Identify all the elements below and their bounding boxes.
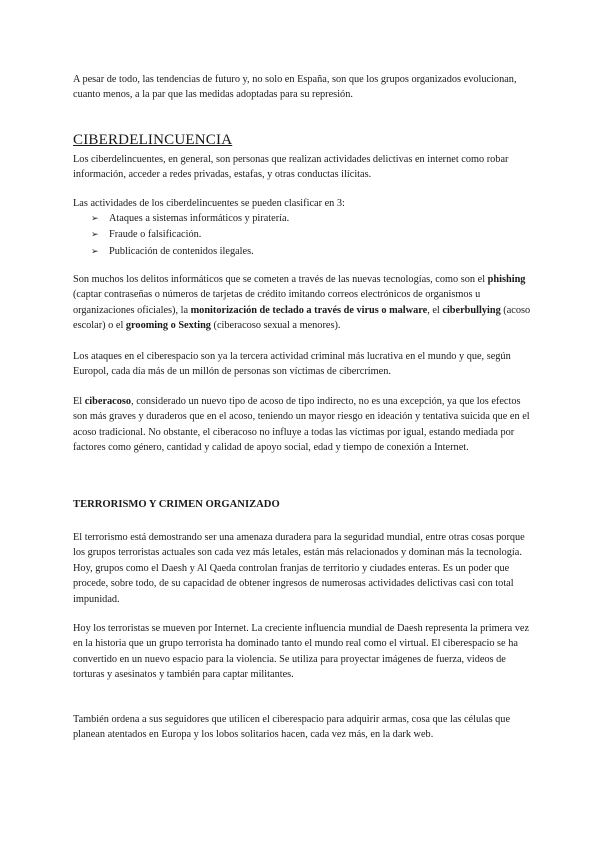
term-ciberacoso: ciberacoso [84,396,132,407]
activities-list [91,211,289,260]
term-grooming: grooming o Sexting [125,320,211,332]
list-item: ➢ Fraude o falsificación. [91,227,289,243]
list-item: ➢ Ataques a sistemas informáticos y piratería. [91,211,289,227]
hoy-paragraph: Hoy los terroristas se mueven por Internet. La creciente influencia mundial de Daesh representa la primera vez en la historia que un grupo terrorista ha dominado tanto el mundo real como el virtual. El ciberespacio se ha convertido en un nuevo espacio para la violencia. Se utiliza para proyectar imágenes de fuerza, videos de torturas y asesinatos y también para captar militantes. [73,623,530,681]
term-phishing: phishing [487,274,526,285]
arrow-bullet-icon: ➢ [91,214,99,224]
tambien-paragraph: También ordena a sus seguidores que utilicen el ciberespacio para adquirir armas, cosa que las células que planean atentados en Europa y los lobos solitarios hacen, cada vez más, en la dark web. [73,714,511,741]
arrow-bullet-icon: ➢ [91,246,99,257]
definition-paragraph: Los ciberdelincuentes, en general, son personas que realizan actividades delictivas en internet como robar información, acceder a redes privadas, estafas, y otras conductas ilícitas. [73,154,509,181]
intro-paragraph: A pesar de todo, las tendencias de futuro y, no solo en España, son que los grupos organizados evolucionan, cuanto menos, a la par que las medidas adoptadas para su represión. [73,74,517,101]
arrow-bullet-icon: ➢ [91,230,99,241]
classification-intro: Las actividades de los ciberdelincuentes se pueden clasificar en 3: [73,198,345,209]
ciberacoso-paragraph: El ciberacoso, considerado un nuevo tipo de acoso de tipo indirecto, no es una excepción, ya que los efectos son más graves y duraderos que en el acoso, teniendo un mayor riesgo en ideación y tentativa suicida que en el acoso tradicional. No obstante, el ciberacoso no influye a todas las víctimas por igual, estando mediada por factores como género, cantidad y calidad de apoyo social, edad y tiempo de conexión a Internet. [73,396,530,454]
terrorismo-paragraph: El terrorismo está demostrando ser una amenaza duradera para la seguridad mundial, entre otras cosas porque los grupos terroristas actuales son cada vez más letales, están más relacionados y dominan más la tecnología. Hoy, grupos como el Daesh y Al Qaeda controlan franjas de territorio y ciudades enteras. Es un poder que procede, sobre todo, de su capacidad de obtener ingresos de numerosas actividades delictivas casi con total impunidad. [73,532,525,605]
ataques-paragraph: Los ataques en el ciberespacio son ya la tercera actividad criminal más lucrativa en el mundo y que, según Europol, cada día más de un millón de personas son víctimas de cibercrimen. [73,351,511,378]
list-item: ➢ Publicación de contenidos ilegales. [91,244,289,260]
delitos-paragraph: Son muchos los delitos informáticos que se cometen a través de las nuevas tecnologías, como son el phishing (captar contraseñas o números de tarjetas de crédito imitando correos electrónicos de organismos u organizaciones oficiales), la monitorización de teclado a través de virus o malware, el ciberbullying (acoso escolar) o el grooming o Sexting (ciberacoso sexual a menores). [73,274,531,332]
heading-ciberdelincuencia: CIBERDELINCUENCIA [73,132,233,148]
heading-terrorismo: TERRORISMO Y CRIMEN ORGANIZADO [73,499,280,510]
term-ciberbullying: ciberbullying [442,304,501,316]
term-monitorizacion: monitorización de teclado a través de virus o malware [190,304,428,316]
